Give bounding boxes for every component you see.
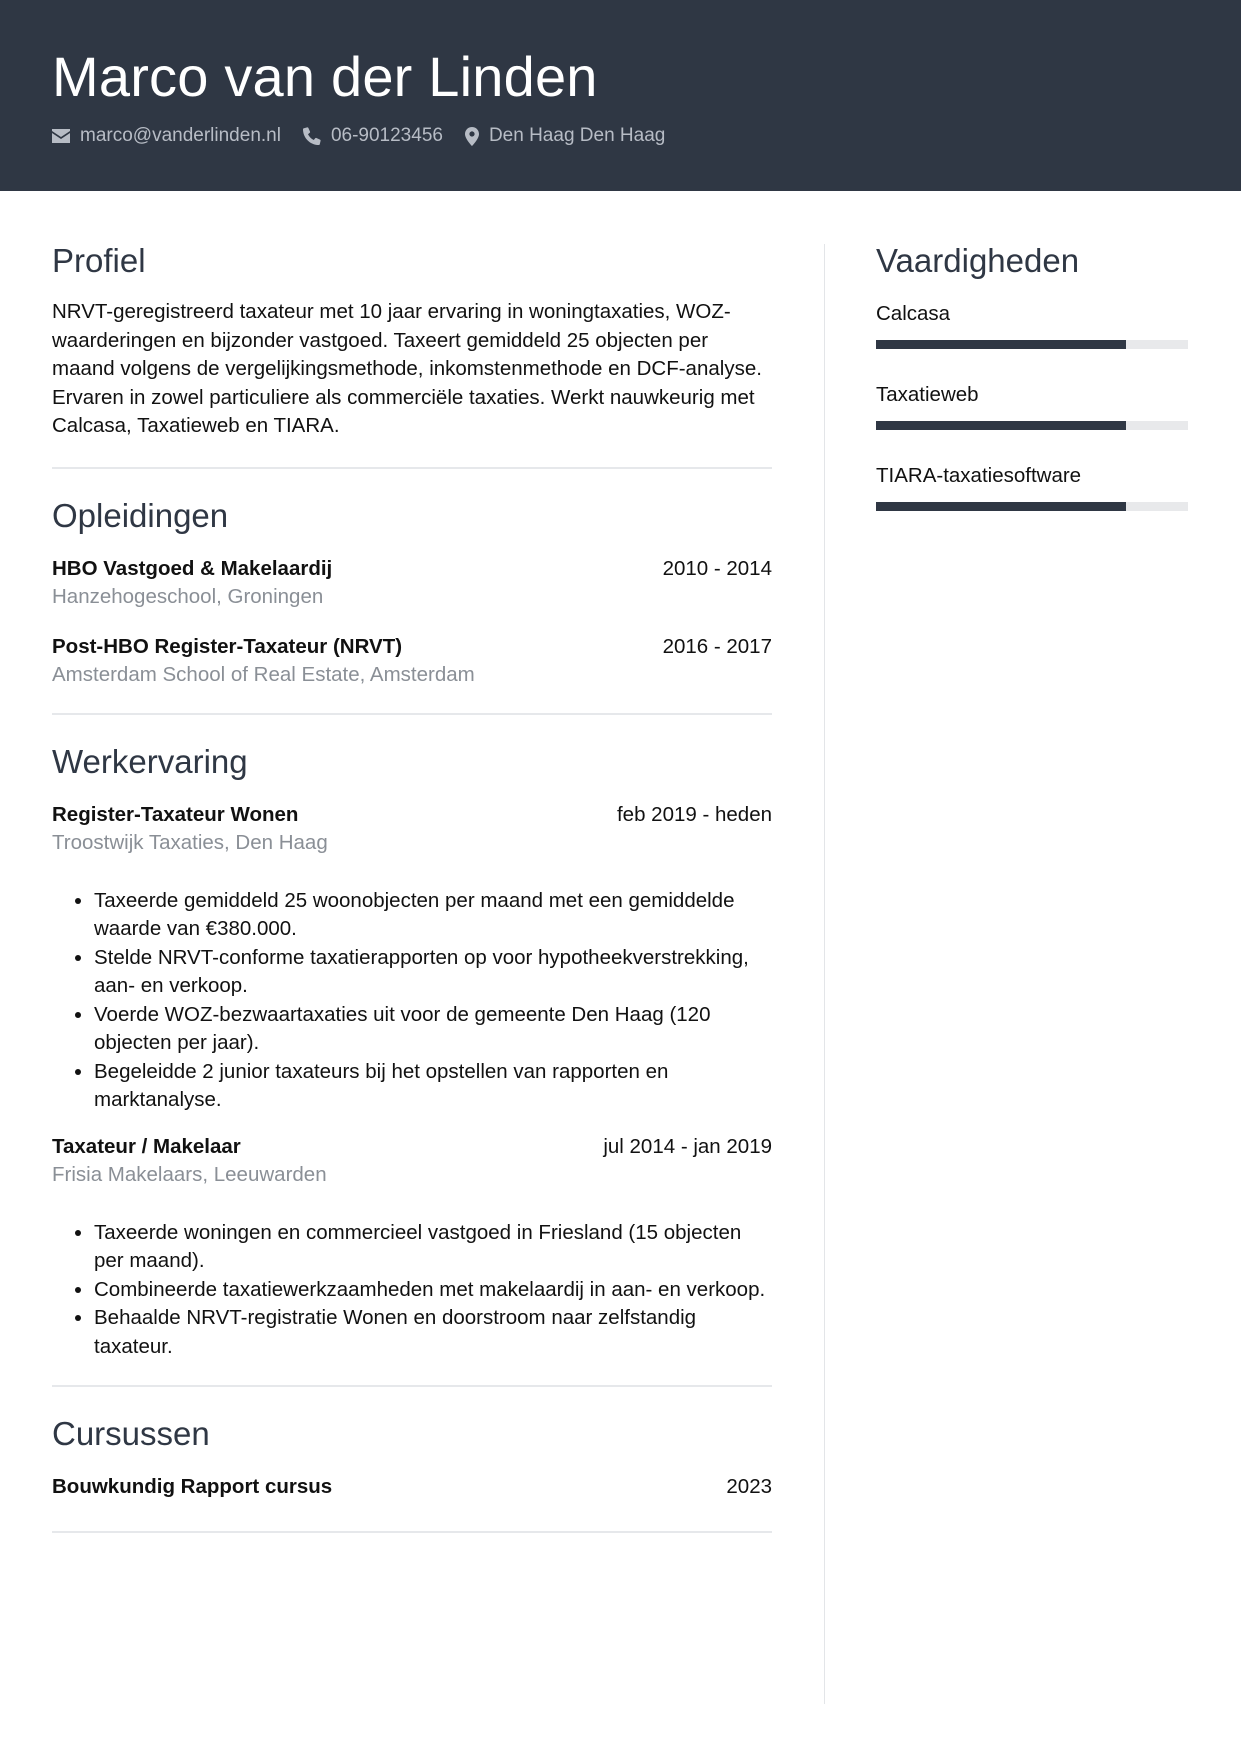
education-section [52, 469, 772, 715]
job-company: Troostwijk Taxaties, Den Haag [52, 830, 328, 854]
skill-level-bar [876, 502, 1188, 511]
list-item: • Taxeerde gemiddeld 25 woonobjecten per maand met een gemiddelde waarde van €380.000. [94, 887, 772, 944]
education-date: 2016 - 2017 [662, 634, 772, 658]
main-column [52, 236, 772, 1533]
education-entry [52, 633, 772, 689]
profile-text: NRVT-geregistreerd taxateur met 10 jaar ervaring in woningtaxaties, WOZ-waarderingen en bijzonder vastgoed. Taxeert gemiddeld 25 objecten per maand volgens de vergelijkingsmethode, inkomstenmethode en DCF-analyse. Ervaren in zowel particuliere als commerciële taxaties. Werkt nauwkeurig met Calcasa, Taxatieweb en TIARA. [52, 300, 762, 437]
skill-level-fill [876, 340, 1126, 349]
experience-entry [52, 1133, 772, 1362]
job-bullets [52, 1219, 772, 1362]
education-entry [52, 555, 772, 611]
list-item: • Taxeerde woningen en commercieel vastgoed in Friesland (15 objecten per maand). [94, 1219, 772, 1276]
job-title: Register-Taxateur Wonen [52, 802, 299, 826]
candidate-name: Marco van der Linden [52, 45, 598, 108]
job-title: Taxateur / Makelaar [52, 1134, 241, 1158]
job-date: jul 2014 - jan 2019 [603, 1134, 772, 1158]
education-school: Hanzehogeschool, Groningen [52, 584, 324, 608]
job-date: feb 2019 - heden [616, 802, 772, 826]
skills-list [876, 300, 1188, 511]
header [0, 0, 1241, 191]
list-item: • Behaalde NRVT-registratie Wonen en doorstroom naar zelfstandig taxateur. [94, 1304, 772, 1361]
map-pin-icon [465, 127, 479, 146]
experience-heading: Werkervaring [52, 742, 248, 780]
course-date: 2023 [726, 1475, 772, 1498]
education-school: Amsterdam School of Real Estate, Amsterdam [52, 662, 475, 686]
courses-section [52, 1387, 772, 1533]
profile-heading: Profiel [52, 242, 146, 279]
education-date: 2010 - 2014 [662, 556, 772, 580]
education-title: HBO Vastgoed & Makelaardij [52, 556, 333, 580]
column-divider [824, 244, 825, 1704]
job-bullets [52, 887, 772, 1115]
skill-name: Calcasa [876, 302, 951, 325]
experience-entry [52, 801, 772, 1115]
list-item: • Stelde NRVT-conforme taxatierapporten op voor hypotheekverstrekking, aan- en verkoop. [94, 944, 772, 1001]
skill-name: TIARA-taxatiesoftware [876, 464, 1082, 487]
profile-section [52, 236, 772, 469]
phone-icon [303, 127, 321, 145]
list-item: • Combineerde taxatiewerkzaamheden met makelaardij in aan- en verkoop. [94, 1276, 772, 1305]
list-item: • Voerde WOZ-bezwaartaxaties uit voor de gemeente Den Haag (120 objecten per jaar). [94, 1001, 772, 1058]
job-company: Frisia Makelaars, Leeuwarden [52, 1162, 327, 1186]
location-text: Den Haag Den Haag [488, 125, 666, 146]
skill-level-fill [876, 421, 1126, 430]
skill-name: Taxatieweb [876, 383, 979, 406]
skill-item [876, 300, 1188, 349]
envelope-icon [52, 129, 70, 143]
skill-item [876, 462, 1188, 511]
skill-level-bar [876, 340, 1188, 349]
contact-email[interactable] [52, 125, 281, 147]
skill-item [876, 381, 1188, 430]
email-text: marco@vanderlinden.nl [80, 125, 281, 146]
contact-location [465, 125, 665, 147]
courses-heading: Cursussen [52, 1415, 210, 1452]
course-entry [52, 1473, 772, 1501]
course-title: Bouwkundig Rapport cursus [52, 1475, 333, 1498]
contact-phone[interactable] [303, 125, 443, 147]
education-heading: Opleidingen [52, 496, 229, 534]
skills-heading: Vaardigheden [876, 242, 1080, 279]
education-title: Post-HBO Register-Taxateur (NRVT) [52, 634, 403, 658]
experience-section [52, 715, 772, 1388]
sidebar [876, 236, 1188, 543]
skill-level-bar [876, 421, 1188, 430]
phone-text: 06-90123456 [330, 125, 443, 146]
list-item: • Begeleidde 2 junior taxateurs bij het opstellen van rapporten en marktanalyse. [94, 1058, 772, 1115]
contact-bar [52, 122, 687, 150]
skill-level-fill [876, 502, 1126, 511]
